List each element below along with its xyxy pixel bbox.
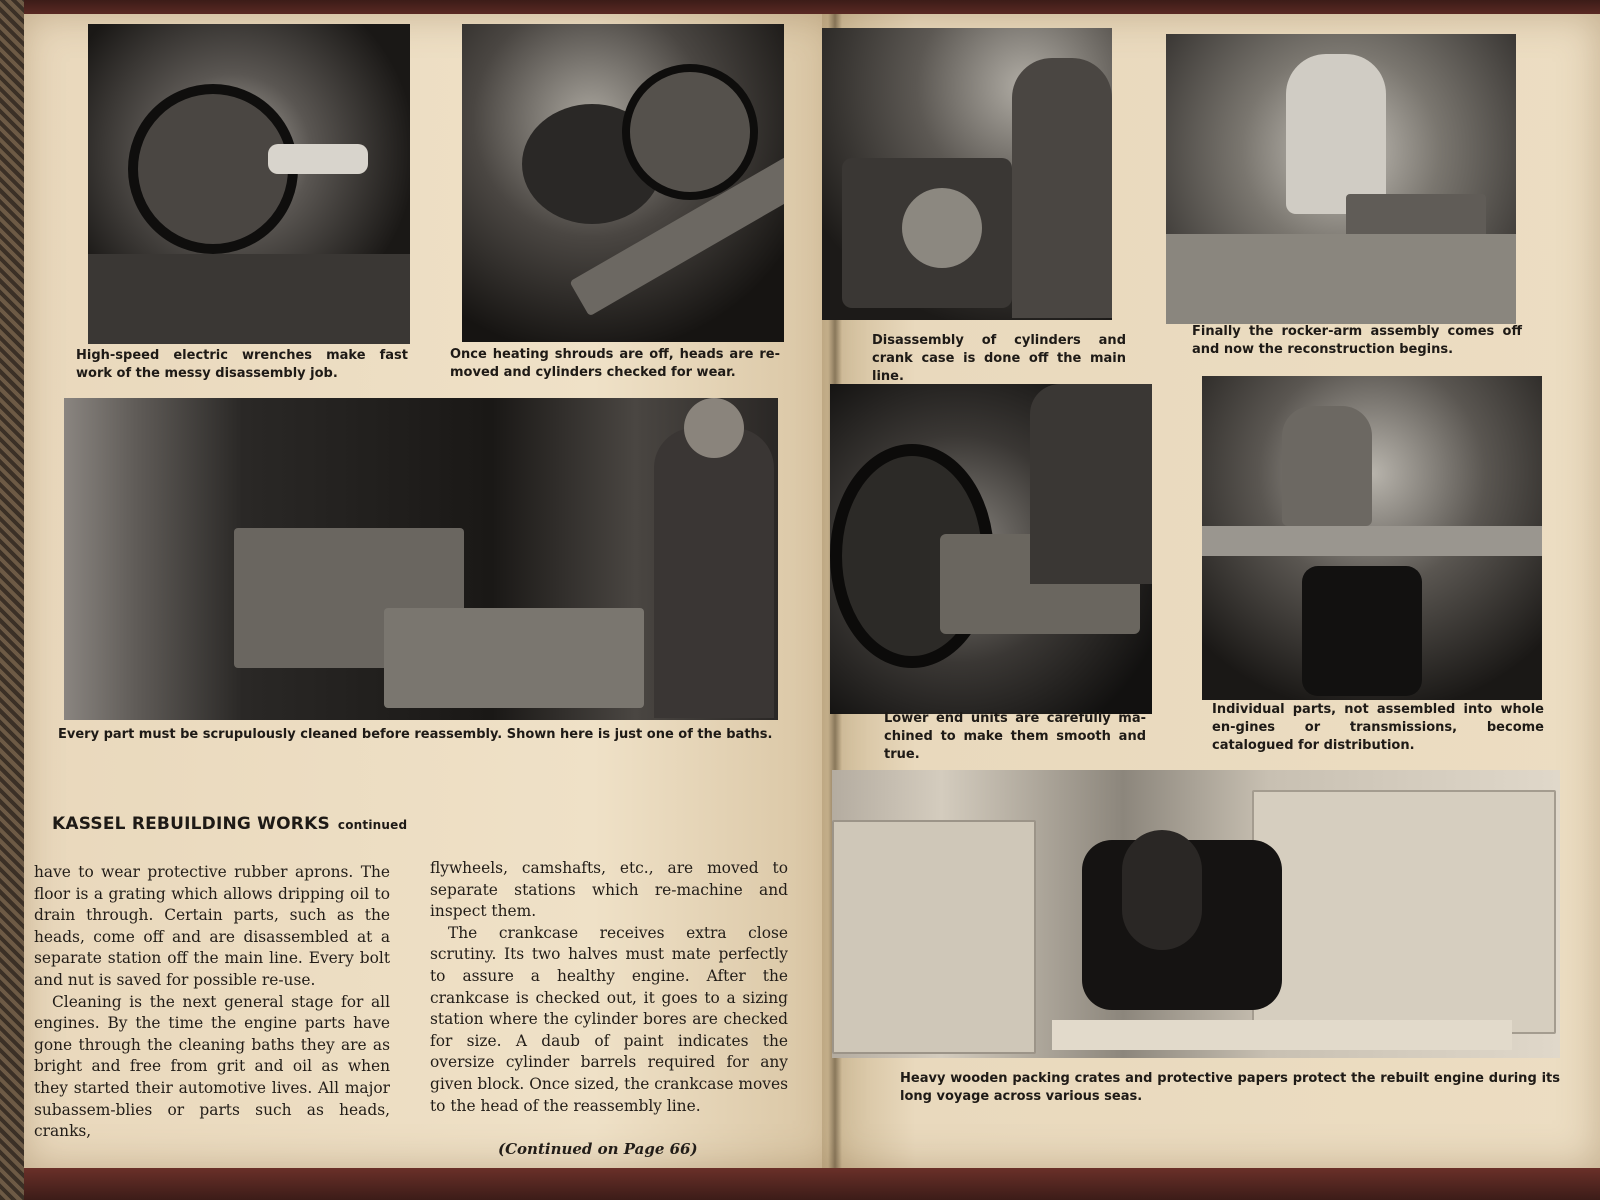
caption-packing-crates: Heavy wooden packing crates and protective papers protect the rebuilt engine during its long voyage across various seas. [900, 1071, 1560, 1104]
caption-rocker-arm: Finally the rocker-arm assembly comes off and now the reconstruction begins. [1192, 324, 1522, 357]
body-column-2 [430, 858, 788, 1117]
article-title [52, 814, 407, 834]
article-title-text: KASSEL REBUILDING WORKS [52, 814, 330, 834]
col2-paragraph-1: flywheels, camshafts, etc., are moved to separate stations which re-machine and inspect them. [430, 859, 788, 921]
body-column-1 [34, 862, 390, 1143]
continued-label: continued [337, 818, 408, 832]
caption-cylinder-disassembly: Disassembly of cylinders and crank case is done off the main line. [872, 333, 1126, 384]
caption-heating-shrouds: Once heating shrouds are off, heads are re-moved and cylinders checked for wear. [450, 347, 780, 380]
col1-paragraph-2: Cleaning is the next general stage for all engines. By the time the engine parts have gone through the cleaning baths they are as bright and free from grit and oil as when they started their automotive lives. All major subassem-blies or parts such as heads, cranks, [34, 992, 390, 1141]
col1-paragraph-1: have to wear protective rubber aprons. The floor is a grating which allows dripping oil to drain through. Certain parts, such as the heads, come off and are disassembled at a separate station off the main line. Every bolt and nut is saved for possible re-use. [34, 863, 390, 989]
continued-on-page: (Continued on Page 66) [498, 1140, 698, 1158]
rocker-arm-photo [1166, 34, 1516, 324]
lower-end-machining-photo [830, 384, 1152, 714]
col2-paragraph-2: The crankcase receives extra close scrutiny. Its two halves must mate perfectly to assure a healthy engine. After the crankcase is checked out, it goes to a sizing station where the cylinder bores are checked for size. A daub of paint indicates the oversize cylinder barrels required for any given block. Once sized, the crankcase moves to the head of the reassembly line. [430, 923, 788, 1115]
heating-shrouds-photo [462, 24, 784, 342]
cleaning-bath-photo [64, 398, 778, 720]
packing-crate-photo [832, 770, 1560, 1058]
caption-cleaning-bath: Every part must be scrupulously cleaned before reassembly. Shown here is just one of the baths. [58, 727, 773, 742]
cylinder-disassembly-photo [822, 28, 1112, 320]
wicker-surface [0, 0, 24, 1200]
caption-electric-wrenches: High-speed electric wrenches make fast work of the messy disassembly job. [76, 348, 408, 381]
caption-lower-end: Lower end units are carefully ma-chined to make them smooth and true. [884, 711, 1146, 762]
caption-individual-parts: Individual parts, not assembled into whole en-gines or transmissions, become catalogued for distribution. [1212, 702, 1544, 753]
frame-bottom [0, 1168, 1600, 1200]
individual-parts-photo [1202, 376, 1542, 700]
electric-wrench-photo [88, 24, 410, 344]
